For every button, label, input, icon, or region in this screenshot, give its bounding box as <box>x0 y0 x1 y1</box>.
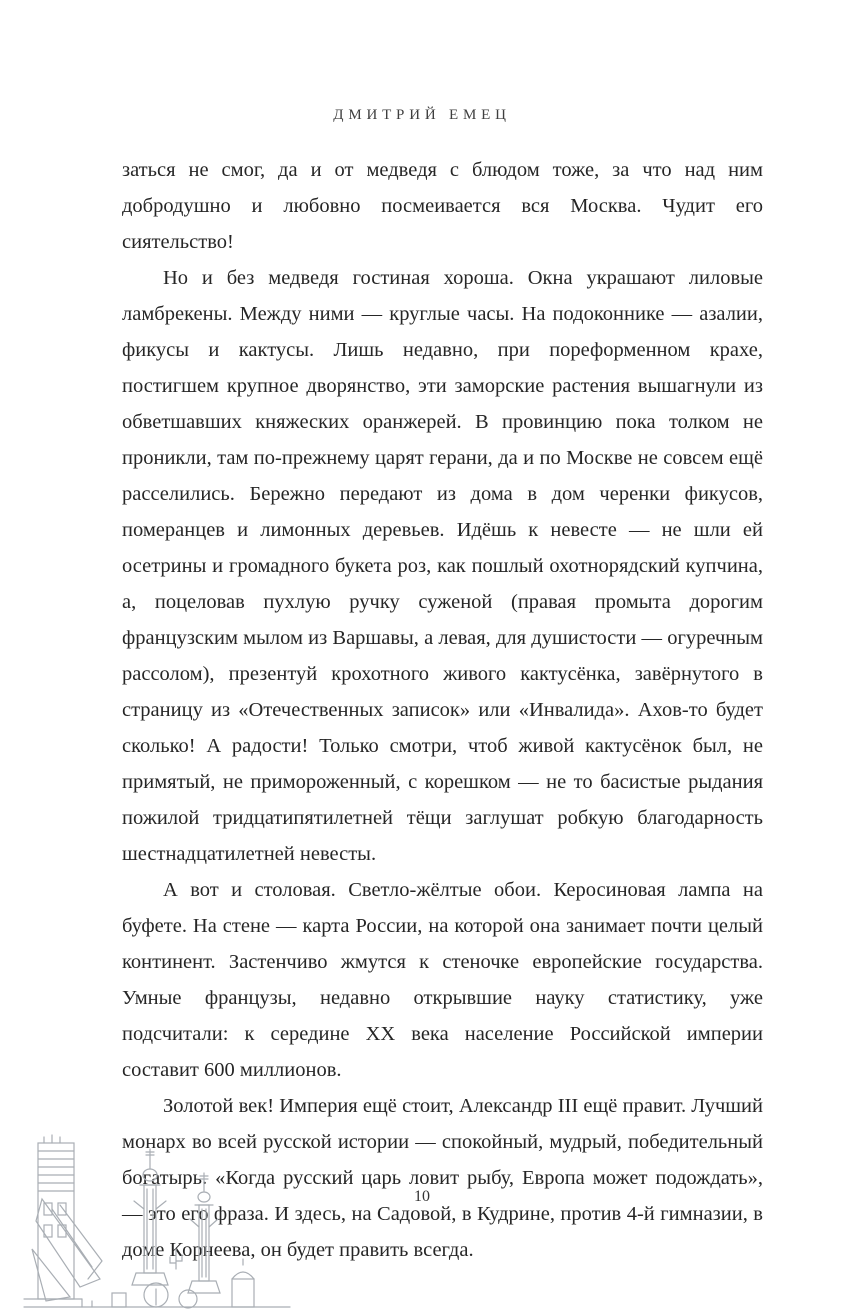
running-head-author: ДМИТРИЙ ЕМЕЦ <box>333 107 511 123</box>
body-text-block <box>122 152 763 1268</box>
body-paragraph: Но и без медведя гостиная хороша. Окна украшают лиловые ламбрекены. Между ними — круглые часы. На подоконнике — азалии, фикусы и кактусы. Лишь недавно, при пореформенном крахе, постигшем крупное дворянство, эти заморские растения вышагнули из обветшавших княжеских оранжерей. В провинцию пока толком не проникли, там по-прежнему царят герани, да и по Москве не совсем ещё расселились. Бережно передают из дома в дом черенки фикусов, померанцев и лимонных деревьев. Идёшь к невесте — не шли ей осетрины и громадного букета роз, как пошлый охотнорядский купчина, а, поцеловав пухлую ручку суженой (правая промыта дорогим французским мылом из Варшавы, а левая, для душистости — огуречным рассолом), презентуй крохотного живого кактусёнка, завёрнутого в страницу из «Отечественных записок» или «Инвалида». Ахов-то будет сколько! А радости! Только смотри, чтоб живой кактусёнок был, не примятый, не примороженный, с корешком — не то басистые рыдания пожилой тридцатипятилетней тёщи заглушат робкую благодарность шестнадцатилетней невесты. <box>122 267 763 865</box>
petersburg-waterfront-sketch-illustration <box>22 1129 292 1311</box>
body-paragraph: Золотой век! Империя ещё стоит, Александр III ещё правит. Лучший монарх во всей русской истории — спокойный, мудрый, победительный богатырь. «Когда русский царь ловит рыбу, Европа может подождать», — это его фраза. И здесь, на Садовой, в Кудрине, против 4-й гимназии, в доме Корнеева, он будет править всегда. <box>122 1095 763 1261</box>
page-number: 10 <box>414 1188 430 1205</box>
body-paragraph: А вот и столовая. Светло-жёлтые обои. Керосиновая лампа на буфете. На стене — карта России, на которой она занимает почти целый континент. Застенчиво жмутся к стеночке европейские государства. Умные французы, недавно открывшие науку статистику, уже подсчитали: к середине XX века население Российской империи составит 600 миллионов. <box>122 879 763 1081</box>
body-paragraph: заться не смог, да и от медведя с блюдом тоже, за что над ним добродушно и любовно посмеивается вся Москва. Чудит его сиятельство! <box>122 159 763 253</box>
